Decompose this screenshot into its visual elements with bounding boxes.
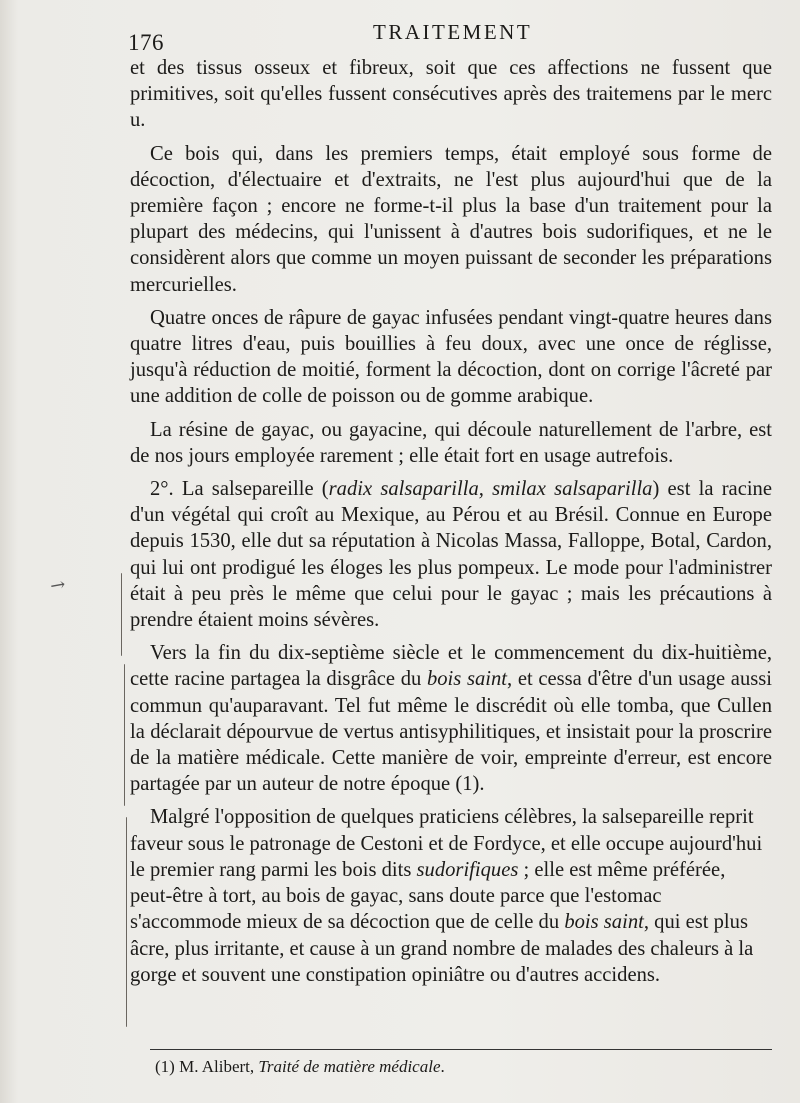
running-head: TRAITEMENT <box>373 20 533 44</box>
margin-bracket-mark <box>124 664 125 806</box>
text-run: , et cessa d'être d'un usage aussi commun qu'auparavant. Tel fut même le discrédit où elle tomba, que Cullen la déclarait dépourvue de vertus antisyphilitiques, et insistait pour la proscrire de la matière médicale. Cette manière de voir, empreinte d'erreur, est encore partagée par un auteur de notre époque (1). <box>130 668 772 796</box>
footnote-end: . <box>440 1057 445 1076</box>
paragraph-malgre-opposition <box>130 804 772 987</box>
text-run: ) est la racine d'un végétal qui croît au Mexique, au Pérou et au Brésil. Connue en Europe depuis 1530, elle dut sa réputation à Nicolas Massa, Falloppe, Botal, Cardon, qui lui ont prodigué les éloges les plus pompeux. Le mode pour l'administrer était à peu près le même que celui pour le gayac ; mais les précautions à prendre étaient moins sévères. <box>130 478 772 632</box>
paragraph-dix-septieme-siecle <box>130 640 772 797</box>
footnote-separator <box>150 1049 772 1050</box>
italic-run: radix salsaparilla, smilax salsaparilla <box>328 478 653 501</box>
paragraph-salsepareille <box>130 476 772 633</box>
margin-bracket-mark <box>121 573 122 656</box>
paragraph-continuation: et des tissus osseux et fibreux, soit que ces affections ne fussent que primitives, soit qu'elles fussent consécutives après des traitemens par le merc u. <box>130 57 772 132</box>
paragraph-bois-decoction: Ce bois qui, dans les premiers temps, était employé sous forme de décoction, d'électuaire et d'extraits, ne l'est plus aujourd'hui que de la première façon ; encore ne forme-t-il plus la base d'un traitement pour la plupart des médecins, qui l'unissent à d'autres bois sudorifiques, et ne le considèrent alors que comme un moyen puissant de seconder les préparations mercurielles. <box>130 142 772 296</box>
paragraph-resine-gayac: La résine de gayac, ou gayacine, qui découle naturellement de l'arbre, est de nos jours employée rarement ; elle était fort en usage autrefois. <box>130 418 772 467</box>
text-run: Malgré l'opposition de quelques praticiens célèbres, la salsepareille reprit faveur sous le patronage de Cestoni et de Fordyce, et elle occupe aujourd'hui le premier rang parmi les bois dits <box>130 806 763 881</box>
footnote-title: Traité de matière médicale <box>258 1057 441 1076</box>
italic-run: sudorifiques <box>416 858 519 881</box>
text-run: , qui est plus âcre, plus irritante, et cause à un grand nombre de malades des chaleurs à la gorge et souvent une constipation opiniâtre ou d'autres accidens. <box>130 911 754 986</box>
footnote-marker: (1) M. Alibert, <box>155 1057 255 1076</box>
paragraph-quatre-onces: Quatre onces de râpure de gayac infusées pendant vingt-quatre heures dans quatre litres d'eau, puis bouillies à feu doux, avec une once de réglisse, jusqu'à réduction de moitié, forment la décoction, dont on corrige l'âcreté par une addition de colle de poisson ou de gomme arabique. <box>130 306 772 408</box>
body-text <box>130 55 772 995</box>
margin-bracket-mark <box>126 817 127 1027</box>
footnote <box>155 1057 445 1077</box>
text-run: Vers la fin du dix-septième siècle et le commencement du dix-huitième, cette racine partagea la disgrâce du <box>130 642 772 691</box>
italic-run: bois saint <box>564 911 644 934</box>
margin-arrow-mark: ↗ <box>45 572 70 598</box>
text-run: 2°. La salsepareille ( <box>150 478 329 501</box>
page-number: 176 <box>128 30 164 55</box>
page-header <box>128 18 778 55</box>
text-run: ; elle est même préférée, peut-être à tort, au bois de gayac, sans doute parce que l'estomac s'accommode mieux de sa décoction que de celle du <box>130 858 726 934</box>
italic-run: bois saint <box>426 668 507 691</box>
